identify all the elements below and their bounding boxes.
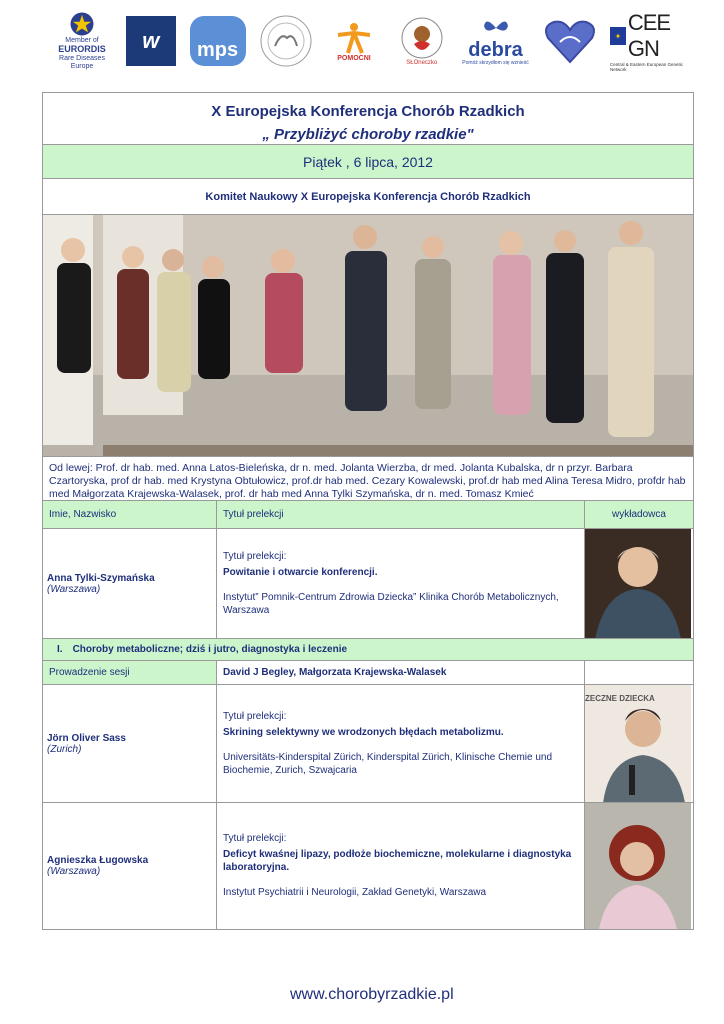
conference-title: X Europejska Konferencja Chorób Rzadkich	[211, 103, 525, 120]
speaker-institution: Universitäts-Kinderspital Zürich, Kinderspital Zürich, Klinische Chemie und Biochemie, Zurich, Szwajcaria	[223, 751, 553, 776]
sloneczko-text: SŁOneczko	[406, 60, 438, 66]
title-block	[43, 93, 693, 145]
photo-caption: Od lewej: Prof. dr hab. med. Anna Latos-Bieleńska, dr n. med. Jolanta Wierzba, dr med. Jolanta Kubalska, dr n przyr. Barbara Czartoryska, prof dr hab. med Krystyna Obtułowicz, prof.dr hab med. Cezary Kowalewski, prof.dr hab med Alina Teresa Midro, profdr hab med Małgorzata Krajewska-Walasek, prof. dr hab med Anna Tylki Szymańska, dr n. med. Tomasz Kmieć	[43, 457, 693, 501]
eurordis-sub: Rare Diseases Europe	[59, 55, 105, 70]
group-photo-illustration	[43, 215, 693, 457]
speaker-row	[43, 803, 693, 929]
w-logo	[124, 11, 178, 71]
speaker-name: Anna Tylki-Szymańska	[47, 572, 155, 584]
speaker-city: (Warszawa)	[47, 583, 101, 595]
cee-gn-sub: Central & Eastern European Genetic Network	[610, 62, 684, 72]
sloneczko-bear-logo	[393, 11, 451, 71]
session-lead-empty	[585, 661, 693, 684]
speaker-lecture-cell	[217, 685, 585, 802]
pomocni-figure-icon	[332, 21, 376, 55]
hands-association-logo	[257, 11, 315, 71]
speaker-name-cell	[43, 685, 217, 802]
program-table	[42, 92, 694, 930]
speaker-photo	[585, 529, 693, 638]
speaker-name-cell	[43, 529, 217, 638]
speaker-city: (Warszawa)	[47, 866, 101, 877]
session-lead-names: David J Begley, Małgorzata Krajewska-Walasek	[217, 661, 585, 684]
session-title: Choroby metaboliczne; dziś i jutro, diagnostyka i leczenie	[72, 644, 348, 655]
col-lecturer-header: wykładowca	[612, 509, 666, 520]
speaker-institution: Instytut Psychiatrii i Neurologii, Zakład Genetyki, Warszawa	[223, 887, 487, 898]
speaker-name-cell	[43, 803, 217, 929]
mps-logo	[188, 11, 248, 71]
banner-text: ZECZNE DZIECKA	[585, 694, 655, 703]
lecture-label: Tytuł prelekcji:	[223, 710, 287, 722]
eurordis-name: EURORDIS	[58, 44, 106, 54]
speaker-city: (Zurich)	[47, 743, 82, 755]
eurordis-star-icon	[62, 11, 102, 37]
w-logo-text: w	[126, 16, 176, 66]
eurordis-member-text: Member of	[65, 37, 99, 44]
speaker-photo	[585, 685, 693, 802]
committee-heading: Komitet Naukowy X Europejska Konferencja Chorób Rzadkich	[43, 179, 693, 215]
debra-text: debra	[468, 39, 523, 61]
bear-heart-icon	[397, 16, 447, 60]
footer-website-link[interactable]: www.chorobyrzadkie.pl	[290, 986, 454, 1003]
speaker-row	[43, 685, 693, 803]
mps-logo-text: mps	[190, 16, 246, 66]
date-row: Piątek , 6 lipca, 2012	[43, 145, 693, 179]
speaker-photo	[585, 803, 693, 929]
speaker-portrait	[585, 803, 691, 929]
hands-circle-icon	[259, 14, 313, 68]
debra-logo	[461, 11, 531, 71]
speaker-portrait	[585, 529, 691, 638]
col-name-header: Imie, Nazwisko	[43, 501, 217, 528]
debra-sub: Pomóż skrzydłom się wznieść	[462, 60, 529, 66]
lecture-title: Powitanie i otwarcie konferencji.	[223, 566, 378, 578]
table-header-row	[43, 501, 693, 529]
eu-flag-icon: ✦	[610, 27, 626, 45]
cee-gn-logo	[610, 11, 690, 71]
col-title-header: Tytuł prelekcji	[217, 501, 585, 528]
speaker-row	[43, 529, 693, 639]
session-lead-row	[43, 661, 693, 685]
speaker-name: Agnieszka Ługowska	[47, 855, 149, 866]
lecture-label: Tytuł prelekcji:	[223, 833, 287, 844]
heart-hands-icon	[542, 16, 598, 66]
pomocni-logo	[325, 11, 383, 71]
speaker-name: Jörn Oliver Sass	[47, 732, 126, 744]
lecture-label: Tytuł prelekcji:	[223, 550, 287, 562]
pomocni-text: POMOCNI	[337, 54, 371, 62]
lecture-title: Skrining selektywny we wrodzonych błędach metabolizmu.	[223, 726, 504, 738]
speaker-institution: Instytut” Pomnik-Centrum Zdrowia Dziecka” Klinika Chorób Metabolicznych, Warszawa	[223, 591, 559, 616]
cee-gn-text: CEE GN	[627, 10, 671, 61]
speaker-portrait	[585, 685, 691, 802]
session-header	[43, 639, 693, 661]
speaker-lecture-cell	[217, 529, 585, 638]
eurordis-logo	[50, 11, 114, 71]
conference-subtitle: „ Przybliżyć choroby rzadkie"	[262, 126, 474, 143]
heart-hands-logo	[540, 11, 600, 71]
committee-group-photo	[43, 215, 693, 457]
butterfly-icon	[482, 16, 510, 40]
session-number: I.	[57, 644, 63, 655]
logo-strip	[50, 6, 690, 76]
speaker-lecture-cell	[217, 803, 585, 929]
lecture-title: Deficyt kwaśnej lipazy, podłoże biochemiczne, molekularne i diagnostyka laboratoryjna.	[223, 849, 572, 873]
session-lead-label: Prowadzenie sesji	[43, 661, 217, 684]
